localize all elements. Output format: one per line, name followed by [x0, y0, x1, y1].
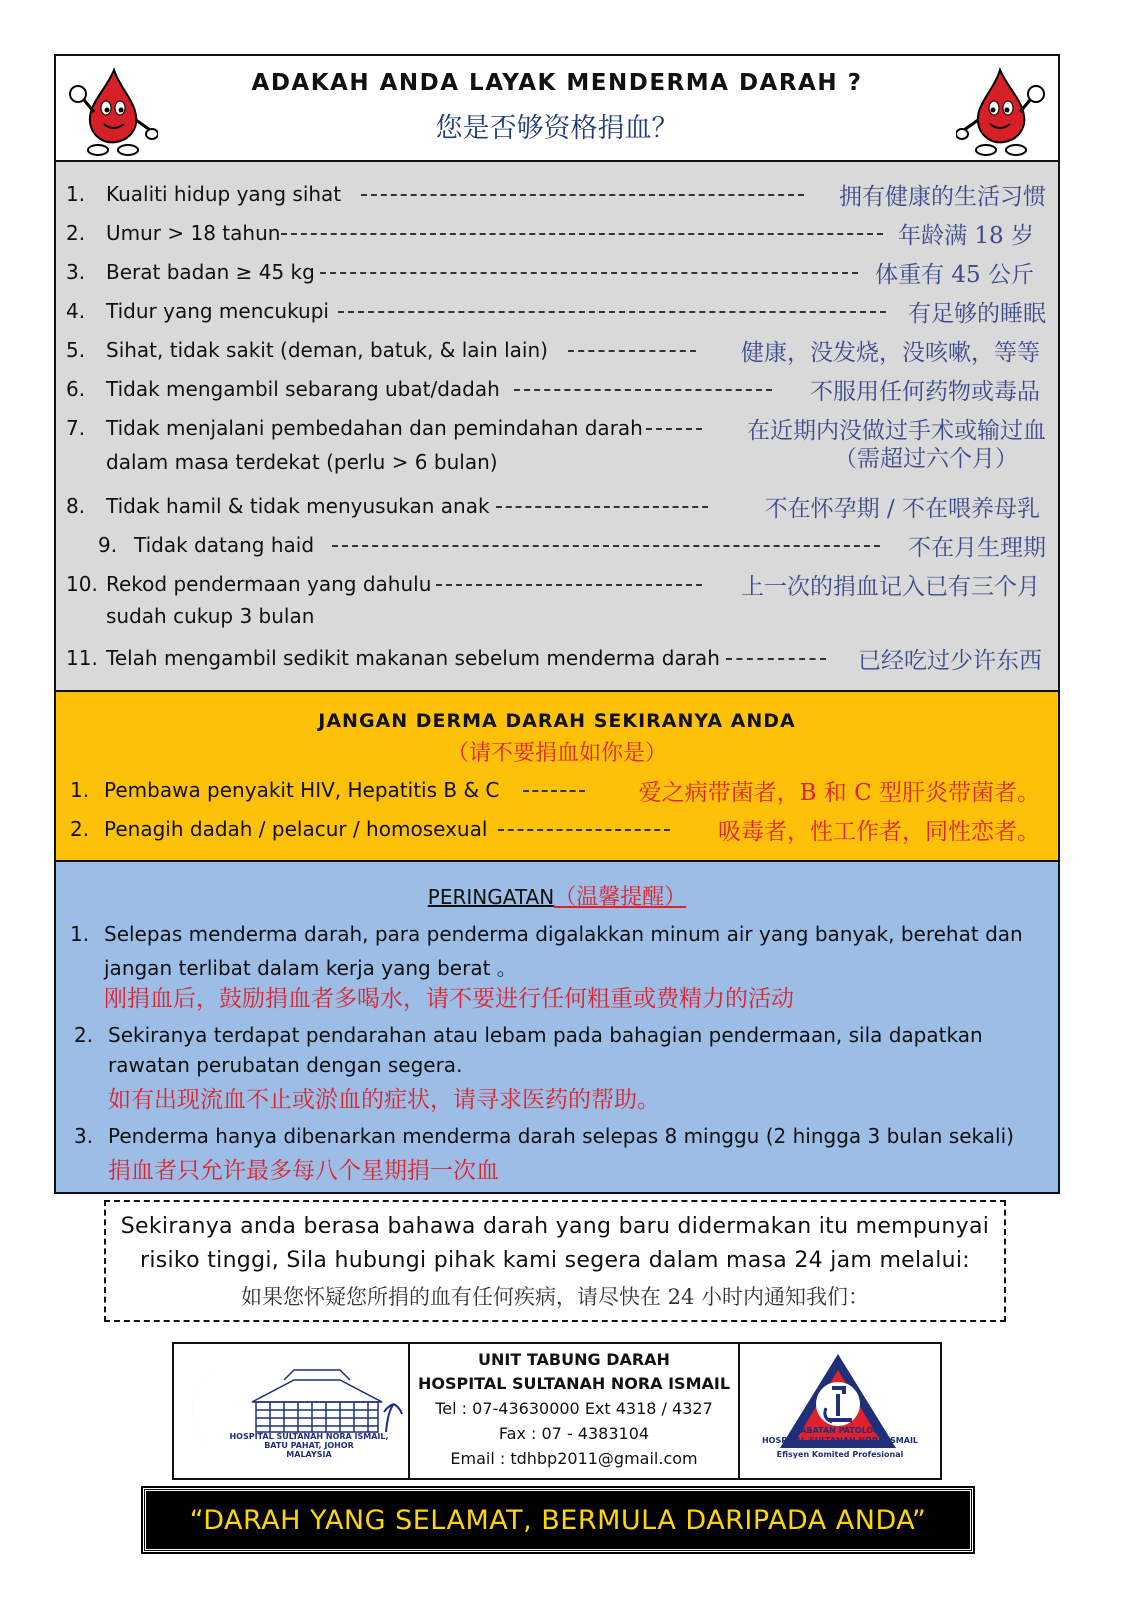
- item-number: 11.: [66, 646, 98, 670]
- dash-leader: [320, 272, 858, 274]
- dash-leader: [281, 233, 883, 235]
- blood-drop-mascot-icon: [956, 64, 1048, 156]
- item-text-chinese: 不服用任何药物或毒品: [810, 379, 1040, 405]
- pathology-logo-cell: [740, 1344, 940, 1478]
- dash-leader: [338, 311, 886, 313]
- logo-caption: HOSPITAL SULTANAH NORA ISMAIL: [761, 1436, 919, 1445]
- item-number: 9.: [98, 533, 118, 557]
- item-number: 10.: [66, 572, 98, 596]
- header: [56, 56, 1058, 162]
- item-text-malay: Selepas menderma darah, para penderma digalakkan minum air yang banyak, berehat dan: [104, 922, 1023, 946]
- section-title-malay: PERINGATAN: [427, 885, 555, 909]
- item-text-malay: Tidak menjalani pembedahan dan pemindahan darah: [106, 416, 643, 440]
- email: Email : tdhbp2011@gmail.com: [450, 1449, 698, 1468]
- reminder-section: [56, 862, 1058, 1192]
- contact-notice-box: [104, 1200, 1006, 1322]
- item-number: 3.: [74, 1124, 94, 1148]
- logo-caption: BATU PAHAT, JOHOR: [264, 1441, 354, 1450]
- dash-leader: [496, 506, 708, 508]
- dash-leader: [498, 829, 670, 831]
- list-item: [56, 332, 1058, 368]
- item-number: 4.: [66, 299, 86, 323]
- dash-leader: [646, 428, 702, 430]
- notice-line: risiko tinggi, Sila hubungi pihak kami segera dalam masa 24 jam melalui:: [139, 1248, 970, 1273]
- item-text-malay: Umur > 18 tahun: [106, 221, 281, 245]
- item-text-malay: Sihat, tidak sakit (deman, batuk, & lain lain): [106, 338, 548, 362]
- section-title-chinese: （请不要捐血如你是）: [446, 741, 667, 766]
- list-item: [56, 527, 1058, 563]
- slogan-text: “DARAH YANG SELAMAT, BERMULA DARIPADA ANDA”: [189, 1504, 927, 1536]
- item-text-malay-cont: rawatan perubatan dengan segera.: [108, 1053, 463, 1077]
- item-text-malay: Rekod pendermaan yang dahulu: [106, 572, 432, 596]
- item-text-chinese-cont: （需超过六个月）: [834, 446, 1018, 472]
- list-item: [56, 371, 1058, 407]
- telephone: Tel : 07-43630000 Ext 4318 / 4327: [435, 1399, 713, 1418]
- item-text-chinese: 上一次的捐血记入已有三个月: [741, 574, 1040, 600]
- item-number: 6.: [66, 377, 86, 401]
- item-text-chinese: 拥有健康的生活习惯: [839, 184, 1046, 210]
- fax: Fax : 07 - 4383104: [498, 1424, 650, 1443]
- item-text-chinese: 刚捐血后，鼓励捐血者多喝水，请不要进行任何粗重或费精力的活动: [104, 986, 794, 1012]
- dash-leader: [332, 545, 880, 547]
- item-number: 8.: [66, 494, 86, 518]
- item-text-malay-cont: jangan terlibat dalam kerja yang berat 。: [104, 956, 517, 980]
- item-number: 2.: [74, 1023, 94, 1047]
- dash-leader: [361, 194, 804, 196]
- list-item: [56, 254, 1058, 290]
- item-text-malay: Tidur yang mencukupi: [106, 299, 329, 323]
- item-text-chinese: 如有出现流血不止或淤血的症状，请寻求医药的帮助。: [108, 1087, 660, 1113]
- item-text-malay-cont: dalam masa terdekat (perlu > 6 bulan): [106, 450, 498, 474]
- section-title: [56, 880, 1058, 911]
- list-item: [56, 640, 1058, 676]
- list-item: [56, 772, 1058, 808]
- notice-line-chinese: 如果您怀疑您所捐的血有任何疾病，请尽快在 24 小时内通知我们：: [240, 1285, 870, 1309]
- list-item: [56, 215, 1058, 251]
- main-frame: [54, 54, 1060, 1194]
- eligibility-section: [56, 162, 1058, 692]
- item-text-chinese: 吸毒者，性工作者，同性恋者。: [718, 819, 1040, 845]
- list-item: [56, 176, 1058, 212]
- item-text-chinese: 已经吃过少许东西: [858, 648, 1042, 674]
- item-text-malay: Telah mengambil sedikit makanan sebelum menderma darah: [106, 646, 720, 670]
- logo-caption: Efisyen Komited Profesional: [776, 1450, 904, 1459]
- list-item: [56, 488, 1058, 524]
- item-text-chinese: 在近期内没做过手术或输过血: [747, 418, 1046, 444]
- hospital-logo-cell: [174, 1344, 410, 1478]
- do-not-donate-section: [56, 692, 1058, 862]
- unit-name: UNIT TABUNG DARAH: [478, 1350, 670, 1369]
- logo-caption: MALAYSIA: [286, 1450, 332, 1459]
- item-number: 1.: [66, 182, 86, 206]
- item-number: 7.: [66, 416, 86, 440]
- item-text-malay: Tidak datang haid: [134, 533, 315, 557]
- item-text-malay: Berat badan ≥ 45 kg: [106, 260, 315, 284]
- item-text-chinese: 爱之病带菌者，B 和 C 型肝炎带菌者。: [638, 780, 1040, 806]
- item-number: 5.: [66, 338, 86, 362]
- slogan-banner: [143, 1488, 973, 1552]
- dash-leader: [726, 658, 826, 660]
- contact-block: [172, 1342, 942, 1480]
- notice-line: Sekiranya anda berasa bahawa darah yang baru didermakan itu mempunyai: [120, 1214, 990, 1239]
- item-text-malay: Tidak hamil & tidak menyusukan anak: [106, 494, 490, 518]
- item-text-malay-cont: sudah cukup 3 bulan: [106, 604, 315, 628]
- item-text-malay: Sekiranya terdapat pendarahan atau lebam pada bahagian pendermaan, sila dapatkan: [108, 1023, 983, 1047]
- list-item: [56, 566, 1058, 628]
- logo-caption: HOSPITAL SULTANAH NORA ISMAIL,: [229, 1432, 389, 1441]
- item-text-malay: Kualiti hidup yang sihat: [106, 182, 342, 206]
- item-number: 1.: [70, 922, 90, 946]
- item-text-chinese: 健康，没发烧，没咳嗽，等等: [741, 340, 1040, 366]
- item-text-chinese: 有足够的睡眠: [908, 301, 1046, 327]
- section-title-chinese: （温馨提醒）: [554, 885, 687, 910]
- item-text-chinese: 不在月生理期: [908, 535, 1046, 561]
- item-number: 3.: [66, 260, 86, 284]
- dash-leader: [568, 350, 696, 352]
- item-text-malay: Pembawa penyakit HIV, Hepatitis B & C: [104, 778, 500, 802]
- dash-leader: [436, 584, 702, 586]
- hospital-name: HOSPITAL SULTANAH NORA ISMAIL: [417, 1374, 731, 1393]
- list-item: [56, 410, 1058, 474]
- contact-details: [410, 1344, 740, 1478]
- dash-leader: [514, 389, 772, 391]
- item-number: 1.: [70, 778, 90, 802]
- item-text-chinese: 年龄满 18 岁: [898, 223, 1034, 249]
- item-text-malay: Tidak mengambil sebarang ubat/dadah: [106, 377, 500, 401]
- list-item: [56, 293, 1058, 329]
- item-text-chinese: 不在怀孕期 / 不在喂养母乳: [764, 496, 1040, 522]
- item-text-chinese: 捐血者只允许最多每八个星期捐一次血: [108, 1158, 499, 1184]
- list-item: [56, 811, 1058, 847]
- title-chinese: 您是否够资格捐血？: [435, 113, 679, 144]
- item-text-malay: Penderma hanya dibenarkan menderma darah selepas 8 minggu (2 hingga 3 bulan sekali): [108, 1124, 1014, 1148]
- dash-leader: [523, 790, 585, 792]
- section-title-malay: JANGAN DERMA DARAH SEKIRANYA ANDA: [318, 710, 796, 732]
- item-number: 2.: [66, 221, 86, 245]
- logo-caption: JABATAN PATOLOGI: [797, 1426, 883, 1435]
- title-malay: ADAKAH ANDA LAYAK MENDERMA DARAH ?: [251, 70, 863, 96]
- item-text-chinese: 体重有 45 公斤: [875, 262, 1034, 288]
- item-text-malay: Penagih dadah / pelacur / homosexual: [104, 817, 488, 841]
- item-number: 2.: [70, 817, 90, 841]
